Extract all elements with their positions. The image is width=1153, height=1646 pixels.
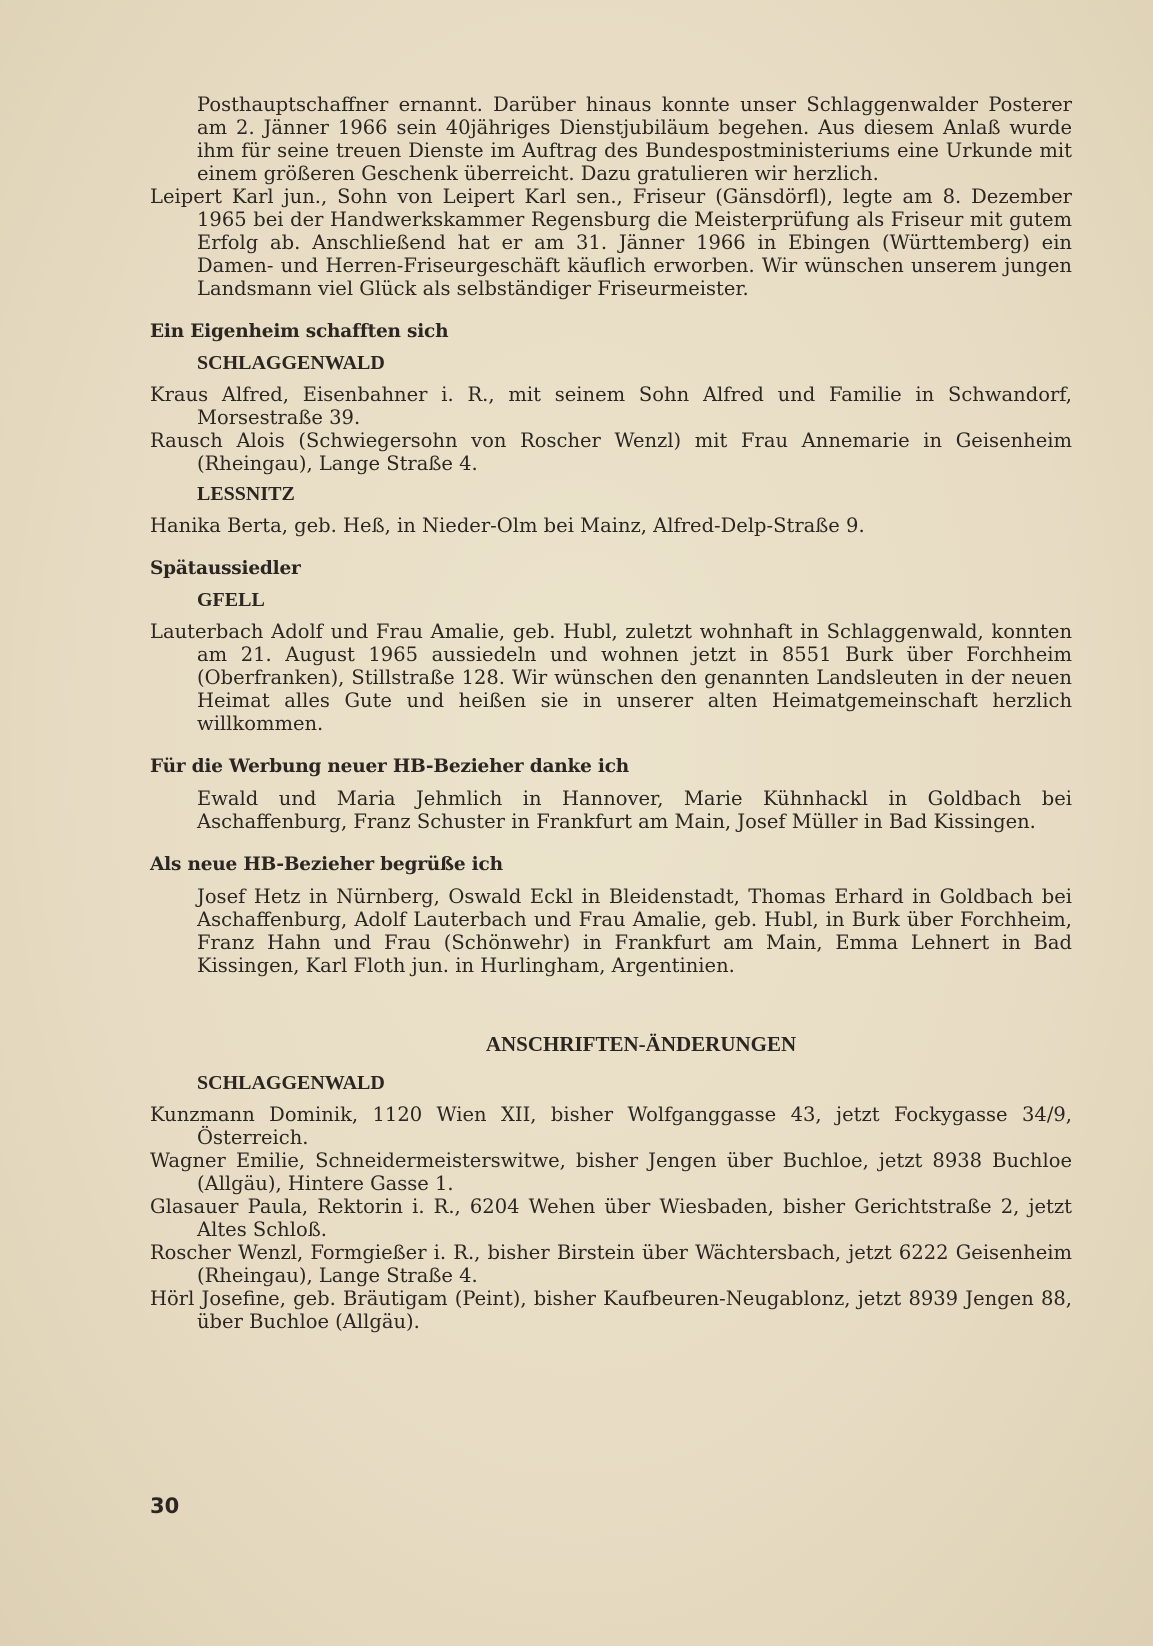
werbung-text: Ewald und Maria Jehmlich in Hannover, Marie Kühnhackl in Goldbach bei Aschaffenburg, Franz Schuster in Frankfurt am Main, Josef Müller in Bad Kissingen. — [197, 787, 1072, 833]
anschriften-sub-schlaggenwald: SCHLAGGENWALD — [197, 1072, 385, 1094]
intro-paragraph-2: Leipert Karl jun., Sohn von Leipert Karl sen., Friseur (Gänsdörfl), legte am 8. Dezember 1965 bei der Handwerkskammer Regensburg die Meisterprüfung als Friseur mit gutem Erfolg ab. Anschließend hat er am 31. Jänner 1966 in Ebingen (Württemberg) ein Damen- und Herren-Friseurgeschäft käuflich erworben. Wir wünschen unserem jungen Landsmann viel Glück als selbständiger Friseurmeister. — [150, 185, 1072, 300]
neue-bezieher-heading: Als neue HB-Bezieher begrüße ich — [150, 854, 503, 875]
text-column — [150, 93, 1072, 1333]
eigenheim-sub-schlaggenwald: SCHLAGGENWALD — [197, 352, 385, 374]
spaetaussiedler-sub-gfell: GFELL — [197, 589, 265, 611]
anschriften-entry-4: Roscher Wenzl, Formgießer i. R., bisher Birstein über Wächtersbach, jetzt 6222 Geisenheim (Rheingau), Lange Straße 4. — [150, 1241, 1072, 1287]
eigenheim-heading: Ein Eigenheim schafften sich — [150, 321, 449, 342]
spaetaussiedler-heading: Spätaussiedler — [150, 558, 301, 579]
neue-bezieher-text: Josef Hetz in Nürnberg, Oswald Eckl in Bleidenstadt, Thomas Erhard in Goldbach bei Aschaffenburg, Adolf Lauterbach und Frau Amalie, geb. Hubl, in Burk über Forchheim, Franz Hahn und Frau (Schönwehr) in Frankfurt am Main, Emma Lehnert in Bad Kissingen, Karl Floth jun. in Hurlingham, Argentinien. — [197, 885, 1072, 977]
anschriften-entry-1: Kunzmann Dominik, 1120 Wien XII, bisher Wolfganggasse 43, jetzt Fockygasse 34/9, Österreich. — [150, 1103, 1072, 1149]
intro-paragraph-1: Posthauptschaffner ernannt. Darüber hinaus konnte unser Schlaggenwalder Posterer am 2. Jänner 1966 sein 40jähriges Dienstjubiläum begehen. Aus diesem Anlaß wurde ihm für seine treuen Dienste im Auftrag des Bundespostministeriums eine Urkunde mit einem größeren Geschenk überreicht. Dazu gratulieren wir herzlich. — [197, 93, 1072, 185]
eigenheim-entry-2: Rausch Alois (Schwiegersohn von Roscher Wenzl) mit Frau Annemarie in Geisenheim (Rheingau), Lange Straße 4. — [150, 429, 1072, 475]
anschriften-title: ANSCHRIFTEN-ÄNDERUNGEN — [485, 1032, 797, 1056]
anschriften-entry-3: Glasauer Paula, Rektorin i. R., 6204 Wehen über Wiesbaden, bisher Gerichtstraße 2, jetzt Altes Schloß. — [150, 1195, 1072, 1241]
eigenheim-entry-1: Kraus Alfred, Eisenbahner i. R., mit seinem Sohn Alfred und Familie in Schwandorf, Morsestraße 39. — [150, 383, 1072, 429]
eigenheim-sub-lessnitz: LESSNITZ — [197, 483, 295, 505]
eigenheim-entry-3: Hanika Berta, geb. Heß, in Nieder-Olm bei Mainz, Alfred-Delp-Straße 9. — [150, 514, 865, 537]
anschriften-entry-2: Wagner Emilie, Schneidermeisterswitwe, bisher Jengen über Buchloe, jetzt 8938 Buchloe (Allgäu), Hintere Gasse 1. — [150, 1149, 1072, 1195]
werbung-heading: Für die Werbung neuer HB-Bezieher danke ich — [150, 756, 630, 777]
page-number: 30 — [150, 1494, 180, 1518]
anschriften-entry-5: Hörl Josefine, geb. Bräutigam (Peint), bisher Kaufbeuren-Neugablonz, jetzt 8939 Jengen 88, über Buchloe (Allgäu). — [150, 1287, 1072, 1333]
spaetaussiedler-entry: Lauterbach Adolf und Frau Amalie, geb. Hubl, zuletzt wohnhaft in Schlaggenwald, konnten am 21. August 1965 aussiedeln und wohnen jetzt in 8551 Burk über Forchheim (Oberfranken), Stillstraße 128. Wir wünschen den genannten Landsleuten in der neuen Heimat alles Gute und heißen sie in unserer alten Heimatgemeinschaft herzlich willkommen. — [150, 620, 1072, 735]
